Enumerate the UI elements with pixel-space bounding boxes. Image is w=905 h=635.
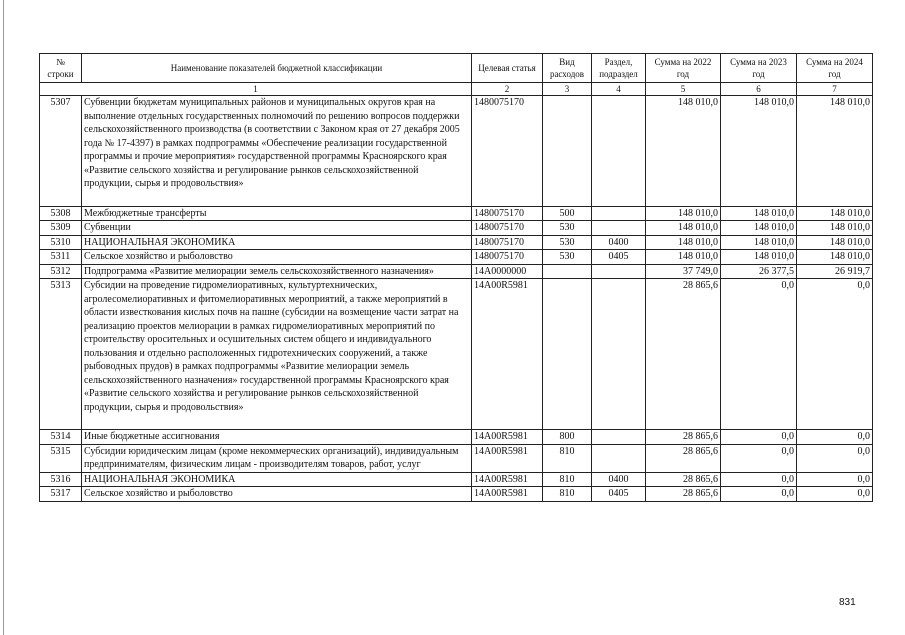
row-name: Подпрограмма «Развитие мелиорации земель сельскохозяйственного назначения» — [82, 264, 472, 279]
row-name: Сельское хозяйство и рыболовство — [82, 487, 472, 502]
row-expense-type: 530 — [543, 235, 592, 250]
row-sum-2024: 148 010,0 — [797, 206, 873, 221]
row-section — [592, 96, 646, 207]
row-sum-2022: 28 865,6 — [646, 487, 721, 502]
scan-edge-line — [3, 0, 4, 635]
row-expense-type: 530 — [543, 250, 592, 265]
column-number: 1 — [40, 83, 472, 96]
header-section: Раздел, подраздел — [592, 54, 646, 83]
row-sum-2022: 28 865,6 — [646, 444, 721, 472]
header-target-article: Целевая статья — [472, 54, 543, 83]
row-target-article: 14А0000000 — [472, 264, 543, 279]
row-sum-2022: 28 865,6 — [646, 279, 721, 430]
table-row — [40, 96, 873, 207]
row-name: НАЦИОНАЛЬНАЯ ЭКОНОМИКА — [82, 472, 472, 487]
row-sum-2022: 28 865,6 — [646, 430, 721, 445]
row-sum-2023: 148 010,0 — [721, 235, 797, 250]
row-number: 5308 — [40, 206, 82, 221]
row-target-article: 1480075170 — [472, 221, 543, 236]
row-number: 5310 — [40, 235, 82, 250]
row-name: Субсидии юридическим лицам (кроме некоммерческих организаций), индивидуальным предпринимателям, физическим лицам - производителям товаров, работ, услуг — [82, 444, 472, 472]
row-expense-type — [543, 279, 592, 430]
row-section — [592, 264, 646, 279]
page-number: 831 — [839, 597, 856, 608]
row-number: 5315 — [40, 444, 82, 472]
row-target-article: 14А00R5981 — [472, 487, 543, 502]
row-expense-type: 810 — [543, 472, 592, 487]
row-name: Межбюджетные трансферты — [82, 206, 472, 221]
row-sum-2023: 26 377,5 — [721, 264, 797, 279]
row-section — [592, 430, 646, 445]
header-row-number: № строки — [40, 54, 82, 83]
column-number: 5 — [646, 83, 721, 96]
row-sum-2023: 148 010,0 — [721, 221, 797, 236]
row-sum-2024: 148 010,0 — [797, 221, 873, 236]
budget-table — [39, 53, 873, 502]
row-expense-type — [543, 96, 592, 207]
table-row — [40, 250, 873, 265]
column-number: 7 — [797, 83, 873, 96]
row-sum-2022: 148 010,0 — [646, 206, 721, 221]
row-name: Субвенции — [82, 221, 472, 236]
row-sum-2023: 0,0 — [721, 279, 797, 430]
row-section: 0400 — [592, 235, 646, 250]
row-number: 5314 — [40, 430, 82, 445]
row-sum-2022: 148 010,0 — [646, 250, 721, 265]
row-sum-2024: 0,0 — [797, 444, 873, 472]
row-expense-type: 800 — [543, 430, 592, 445]
row-name: НАЦИОНАЛЬНАЯ ЭКОНОМИКА — [82, 235, 472, 250]
row-expense-type: 500 — [543, 206, 592, 221]
row-sum-2024: 148 010,0 — [797, 250, 873, 265]
row-sum-2023: 148 010,0 — [721, 206, 797, 221]
row-sum-2022: 148 010,0 — [646, 221, 721, 236]
header-sum-2022: Сумма на 2022 год — [646, 54, 721, 83]
row-sum-2024: 148 010,0 — [797, 235, 873, 250]
row-expense-type: 810 — [543, 487, 592, 502]
row-number: 5309 — [40, 221, 82, 236]
table-row — [40, 487, 873, 502]
row-sum-2023: 0,0 — [721, 444, 797, 472]
header-expense-type: Вид расходов — [543, 54, 592, 83]
row-number: 5312 — [40, 264, 82, 279]
row-section: 0405 — [592, 250, 646, 265]
row-name: Сельское хозяйство и рыболовство — [82, 250, 472, 265]
column-number: 3 — [543, 83, 592, 96]
row-section — [592, 221, 646, 236]
table-row — [40, 264, 873, 279]
row-sum-2024: 0,0 — [797, 430, 873, 445]
table-row — [40, 444, 873, 472]
header-sum-2023: Сумма на 2023 год — [721, 54, 797, 83]
row-sum-2023: 148 010,0 — [721, 96, 797, 207]
row-sum-2022: 148 010,0 — [646, 96, 721, 207]
column-number: 6 — [721, 83, 797, 96]
row-name: Субсидии на проведение гидромелиоративных, культуртехнических, агролесомелиоративных и фитомелиоративных мероприятий, а также мероприятий в области известкования кислых почв на пашне (субсидии на возмещение части затрат на реализацию проектов мелиорации в рамках гидромелиоративных мероприятий по строительству оросительных и осушительных систем общего и индивидуального пользования и отдельно расположенных гидротехнических сооружений, а также рыбоводных прудов) в рамках подпрограммы «Развитие мелиорации земель сельскохозяйственного назначения» государственной программы Красноярского края «Развитие сельского хозяйства и регулирование рынков сельскохозяйственной продукции, сырья и продовольствия» — [82, 279, 472, 430]
row-target-article: 1480075170 — [472, 235, 543, 250]
table-row — [40, 235, 873, 250]
row-sum-2024: 0,0 — [797, 487, 873, 502]
row-target-article: 1480075170 — [472, 206, 543, 221]
header-row — [40, 54, 873, 83]
header-name: Наименование показателей бюджетной классификации — [82, 54, 472, 83]
row-sum-2024: 26 919,7 — [797, 264, 873, 279]
row-sum-2023: 0,0 — [721, 487, 797, 502]
row-target-article: 14А00R5981 — [472, 279, 543, 430]
table-row — [40, 472, 873, 487]
row-section: 0405 — [592, 487, 646, 502]
row-sum-2023: 0,0 — [721, 472, 797, 487]
row-name: Иные бюджетные ассигнования — [82, 430, 472, 445]
row-section — [592, 206, 646, 221]
column-number: 2 — [472, 83, 543, 96]
row-section — [592, 444, 646, 472]
row-expense-type: 530 — [543, 221, 592, 236]
row-number: 5311 — [40, 250, 82, 265]
row-number: 5313 — [40, 279, 82, 430]
column-number: 4 — [592, 83, 646, 96]
row-section: 0400 — [592, 472, 646, 487]
row-target-article: 1480075170 — [472, 250, 543, 265]
row-target-article: 1480075170 — [472, 96, 543, 207]
row-expense-type — [543, 264, 592, 279]
row-name: Субвенции бюджетам муниципальных районов и муниципальных округов края на выполнение отдельных государственных полномочий по решению вопросов поддержки сельскохозяйственного производства (в соответствии с Законом края от 27 декабря 2005 года № 17-4397) в рамках подпрограммы «Обеспечение реализации государственной программы и прочие мероприятия» государственной программы Красноярского края «Развитие сельского хозяйства и регулирование рынков сельскохозяйственной продукции, сырья и продовольствия» — [82, 96, 472, 207]
table-row — [40, 206, 873, 221]
row-section — [592, 279, 646, 430]
row-expense-type: 810 — [543, 444, 592, 472]
row-target-article: 14А00R5981 — [472, 472, 543, 487]
row-number: 5307 — [40, 96, 82, 207]
row-sum-2024: 0,0 — [797, 472, 873, 487]
row-target-article: 14А00R5981 — [472, 444, 543, 472]
row-sum-2024: 0,0 — [797, 279, 873, 430]
table-row — [40, 221, 873, 236]
table-row — [40, 430, 873, 445]
row-sum-2022: 148 010,0 — [646, 235, 721, 250]
row-sum-2022: 28 865,6 — [646, 472, 721, 487]
row-sum-2022: 37 749,0 — [646, 264, 721, 279]
column-number-row — [40, 83, 873, 96]
row-number: 5317 — [40, 487, 82, 502]
row-sum-2023: 148 010,0 — [721, 250, 797, 265]
row-number: 5316 — [40, 472, 82, 487]
row-sum-2023: 0,0 — [721, 430, 797, 445]
row-sum-2024: 148 010,0 — [797, 96, 873, 207]
table-row — [40, 279, 873, 430]
header-sum-2024: Сумма на 2024 год — [797, 54, 873, 83]
row-target-article: 14А00R5981 — [472, 430, 543, 445]
